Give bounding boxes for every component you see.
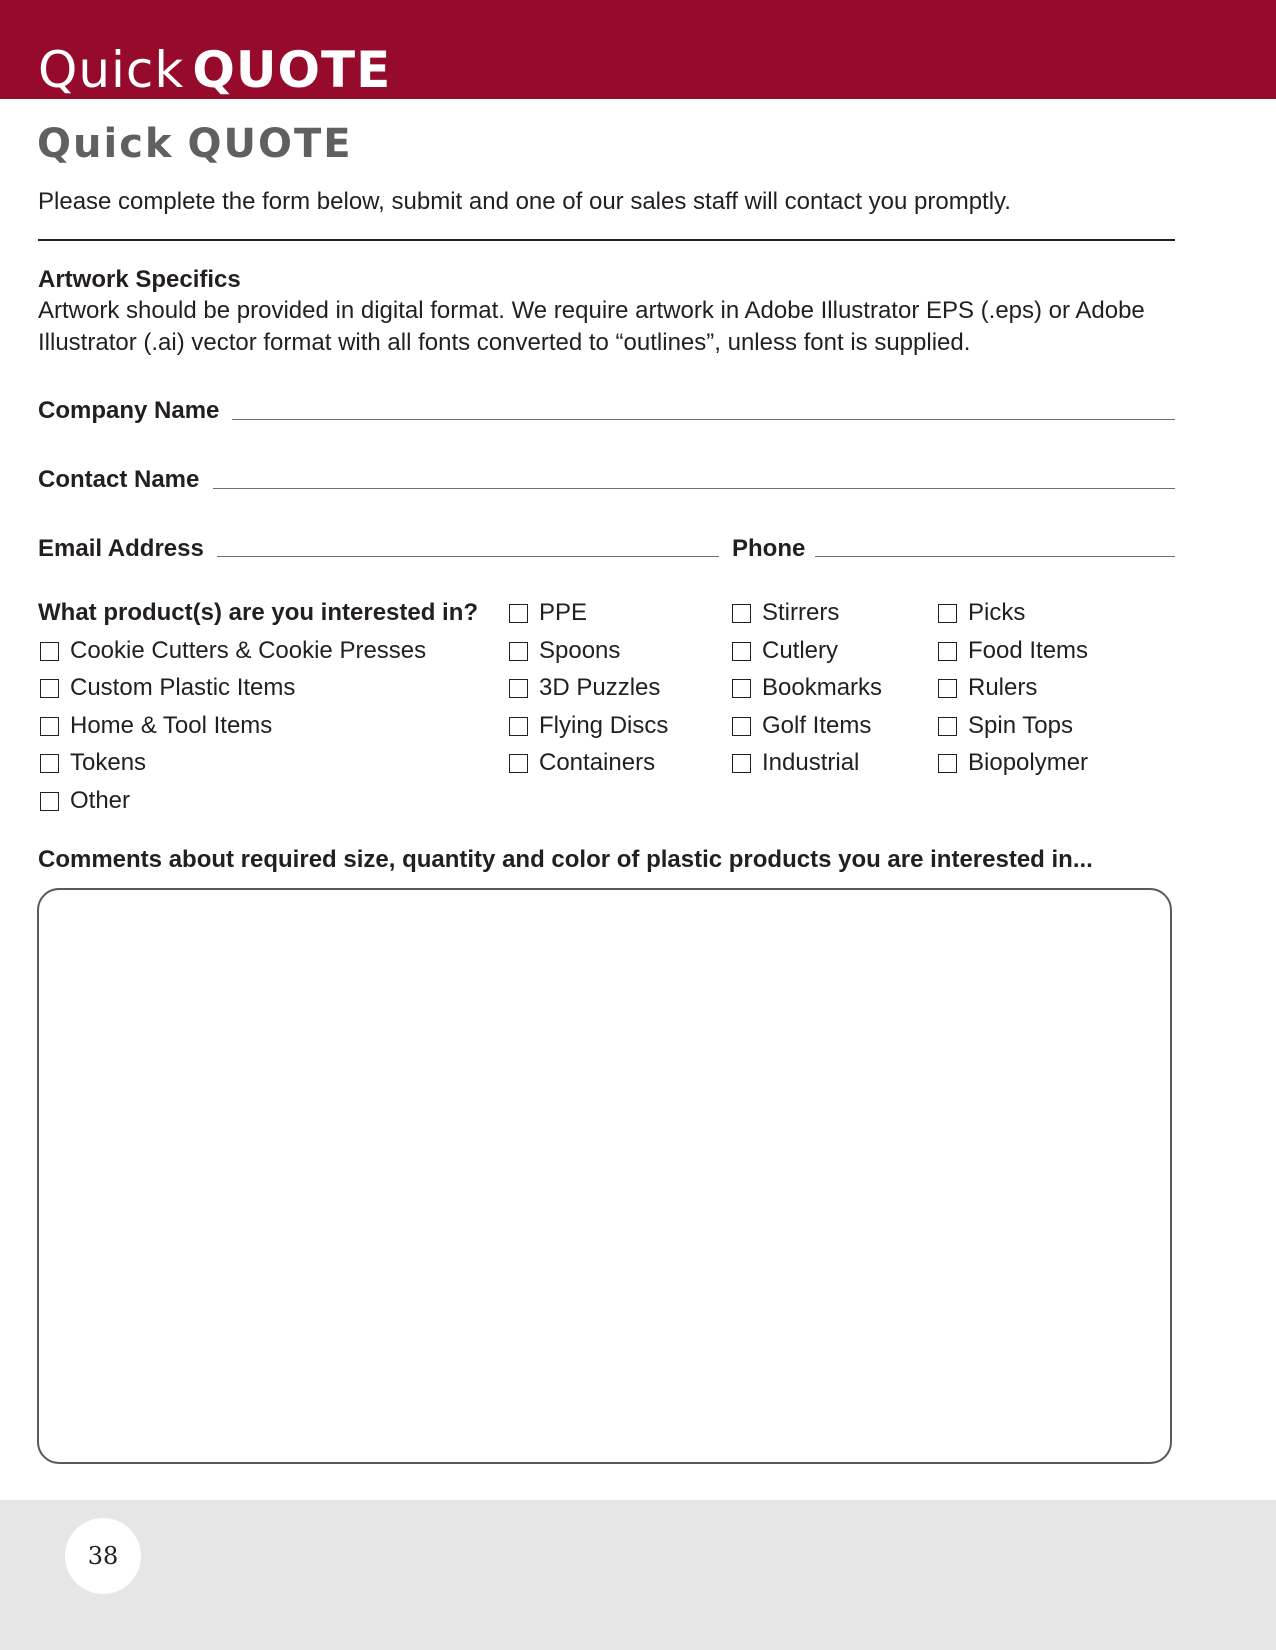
product-option[interactable] bbox=[938, 598, 1025, 628]
product-option[interactable] bbox=[509, 673, 660, 703]
divider bbox=[38, 239, 1175, 241]
product-option[interactable] bbox=[509, 748, 655, 778]
phone-label: Phone bbox=[732, 535, 806, 562]
product-option-label: Spoons bbox=[539, 637, 621, 664]
products-question: What product(s) are you interested in? bbox=[38, 599, 479, 626]
contact-name-field[interactable] bbox=[213, 488, 1175, 489]
checkbox[interactable] bbox=[509, 679, 528, 698]
checkbox[interactable] bbox=[509, 717, 528, 736]
artwork-title: Artwork Specifics bbox=[38, 266, 241, 293]
product-option-label: 3D Puzzles bbox=[539, 674, 661, 701]
product-option[interactable] bbox=[938, 636, 1088, 666]
artwork-body: Artwork should be provided in digital format. We require artwork in Adobe Illustrator EPS (.eps) or Adobe Illustrator (.ai) vector format with all fonts converted to “outlines”, unless font is supplied. bbox=[38, 297, 1145, 356]
product-option[interactable] bbox=[732, 711, 871, 741]
checkbox[interactable] bbox=[40, 642, 59, 661]
product-option-label: Bookmarks bbox=[762, 674, 883, 701]
checkbox[interactable] bbox=[732, 754, 751, 773]
checkbox[interactable] bbox=[509, 642, 528, 661]
checkbox[interactable] bbox=[938, 754, 957, 773]
header-title bbox=[38, 41, 392, 99]
product-option-label: Picks bbox=[968, 599, 1026, 626]
phone-field[interactable] bbox=[815, 556, 1175, 557]
product-option-label: Stirrers bbox=[762, 599, 840, 626]
product-option-label: Home & Tool Items bbox=[70, 712, 273, 739]
product-option-label: Cookie Cutters & Cookie Presses bbox=[70, 637, 427, 664]
product-option-label: Industrial bbox=[762, 749, 860, 776]
product-option-label: Food Items bbox=[968, 637, 1089, 664]
checkbox[interactable] bbox=[938, 717, 957, 736]
checkbox[interactable] bbox=[938, 679, 957, 698]
product-option-label: Other bbox=[70, 787, 131, 814]
checkbox[interactable] bbox=[938, 604, 957, 623]
checkbox[interactable] bbox=[40, 679, 59, 698]
product-option[interactable] bbox=[509, 711, 668, 741]
company-name-field[interactable] bbox=[232, 419, 1175, 420]
product-option-label: Tokens bbox=[70, 749, 147, 776]
contact-name-label: Contact Name bbox=[38, 466, 200, 493]
product-option[interactable] bbox=[938, 711, 1073, 741]
comments-label: Comments about required size, quantity and color of plastic products you are interested in... bbox=[38, 846, 1093, 873]
page-title bbox=[37, 121, 353, 167]
header-title-light: Quick bbox=[38, 41, 185, 99]
product-option[interactable] bbox=[40, 673, 295, 703]
product-option-label: Custom Plastic Items bbox=[70, 674, 296, 701]
page-number: 38 bbox=[87, 1542, 119, 1570]
product-option-label: Biopolymer bbox=[968, 749, 1089, 776]
product-option-label: Containers bbox=[539, 749, 656, 776]
product-option[interactable] bbox=[509, 598, 587, 628]
footer-band bbox=[0, 1500, 1276, 1650]
product-option[interactable] bbox=[938, 673, 1037, 703]
email-address-field[interactable] bbox=[217, 556, 719, 557]
product-option-label: PPE bbox=[539, 599, 588, 626]
company-name-label: Company Name bbox=[38, 397, 220, 424]
product-option[interactable] bbox=[40, 711, 272, 741]
email-address-label: Email Address bbox=[38, 535, 204, 562]
product-option-label: Cutlery bbox=[762, 637, 839, 664]
checkbox[interactable] bbox=[509, 604, 528, 623]
product-option[interactable] bbox=[938, 748, 1088, 778]
checkbox[interactable] bbox=[732, 642, 751, 661]
page-title-word2: QUOTE bbox=[187, 121, 353, 167]
product-option[interactable] bbox=[40, 786, 130, 816]
product-option[interactable] bbox=[732, 636, 838, 666]
product-option[interactable] bbox=[732, 748, 859, 778]
checkbox[interactable] bbox=[509, 754, 528, 773]
page-number-badge bbox=[65, 1518, 141, 1594]
product-option-label: Rulers bbox=[968, 674, 1038, 701]
product-option[interactable] bbox=[732, 673, 882, 703]
product-option[interactable] bbox=[732, 598, 839, 628]
checkbox[interactable] bbox=[40, 717, 59, 736]
header-title-bold: QUOTE bbox=[192, 41, 392, 99]
checkbox[interactable] bbox=[732, 604, 751, 623]
product-option[interactable] bbox=[40, 748, 146, 778]
intro-text: Please complete the form below, submit and one of our sales staff will contact you promptly. bbox=[38, 188, 1011, 215]
product-option-label: Golf Items bbox=[762, 712, 872, 739]
checkbox[interactable] bbox=[938, 642, 957, 661]
product-option-label: Spin Tops bbox=[968, 712, 1073, 739]
checkbox[interactable] bbox=[732, 679, 751, 698]
checkbox[interactable] bbox=[40, 754, 59, 773]
product-option-label: Flying Discs bbox=[539, 712, 669, 739]
product-option[interactable] bbox=[40, 636, 426, 666]
checkbox[interactable] bbox=[40, 792, 59, 811]
checkbox[interactable] bbox=[732, 717, 751, 736]
page-title-word1: Quick bbox=[37, 121, 174, 167]
comments-textarea[interactable] bbox=[37, 888, 1172, 1464]
product-option[interactable] bbox=[509, 636, 620, 666]
